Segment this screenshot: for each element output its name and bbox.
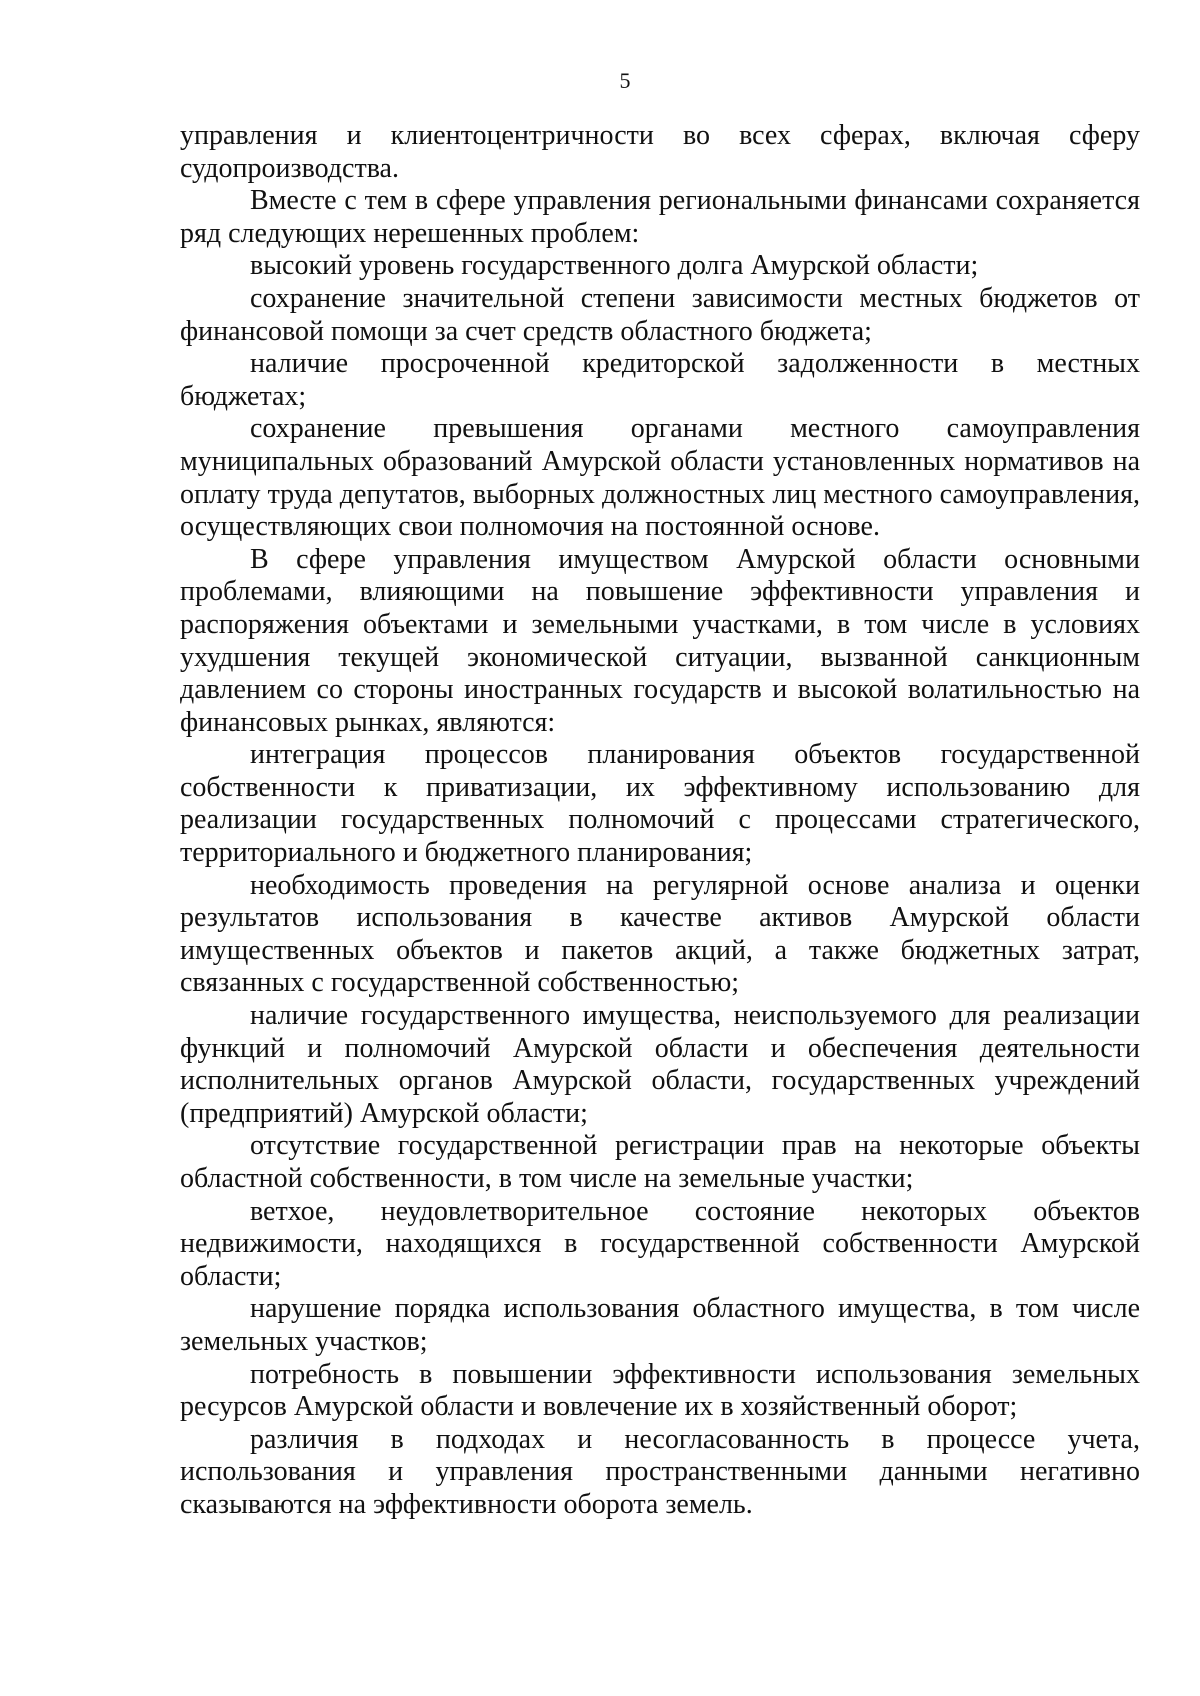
paragraph-10: наличие государственного имущества, неиспользуемого для реализации функций и полномочий Амурской области и обеспечения деятельности исполнительных органов Амурской области, государственных учреждений (предприятий) Амурской области; xyxy=(180,1000,1140,1129)
paragraph-15: различия в подходах и несогласованность в процессе учета, использования и управления пространственными данными негативно сказываются на эффективности оборота земель. xyxy=(180,1423,1140,1520)
paragraph-14: потребность в повышении эффективности использования земельных ресурсов Амурской области и вовлечение их в хозяйственный оборот; xyxy=(180,1358,1140,1423)
paragraph-7: В сфере управления имуществом Амурской области основными проблемами, влияющими на повышение эффективности управления и распоряжения объектами и земельными участками, в том числе в условиях ухудшения текущей экономической ситуации, вызванной санкционным давлением со стороны иностранных государств и высокой волатильностью на финансовых рынках, являются: xyxy=(180,543,1140,738)
paragraph-9: необходимость проведения на регулярной основе анализа и оценки результатов использования в качестве активов Амурской области имущественных объектов и пакетов акций, а также бюджетных затрат, связанных с государственной собственностью; xyxy=(180,869,1140,999)
paragraph-6: сохранение превышения органами местного самоуправления муниципальных образований Амурской области установленных нормативов на оплату труда депутатов, выборных должностных лиц местного самоуправления, осуществляющих свои полномочия на постоянной основе. xyxy=(180,413,1140,543)
paragraph-2: Вместе с тем в сфере управления региональными финансами сохраняется ряд следующих нерешенных проблем: xyxy=(180,185,1140,249)
paragraph-3: высокий уровень государственного долга Амурской области; xyxy=(250,250,979,282)
paragraph-11: отсутствие государственной регистрации прав на некоторые объекты областной собственности, в том числе на земельные участки; xyxy=(180,1130,1140,1194)
paragraph-12: ветхое, неудовлетворительное состояние некоторых объектов недвижимости, находящихся в государственной собственности Амурской области; xyxy=(180,1195,1140,1292)
paragraph-8: интеграция процессов планирования объектов государственной собственности к приватизации, их эффективному использованию для реализации государственных полномочий с процессами стратегического, территориального и бюджетного планирования; xyxy=(180,739,1140,869)
page-number: 5 xyxy=(619,68,631,93)
paragraph-5: наличие просроченной кредиторской задолженности в местных бюджетах; xyxy=(180,348,1140,412)
paragraph-1: управления и клиентоцентричности во всех сферах, включая сферу судопроизводства. xyxy=(180,120,1140,184)
paragraph-13: нарушение порядка использования областного имущества, в том числе земельных участков; xyxy=(180,1293,1140,1357)
document-body xyxy=(180,120,1140,1522)
paragraph-4: сохранение значительной степени зависимости местных бюджетов от финансовой помощи за счет средств областного бюджета; xyxy=(180,282,1140,347)
